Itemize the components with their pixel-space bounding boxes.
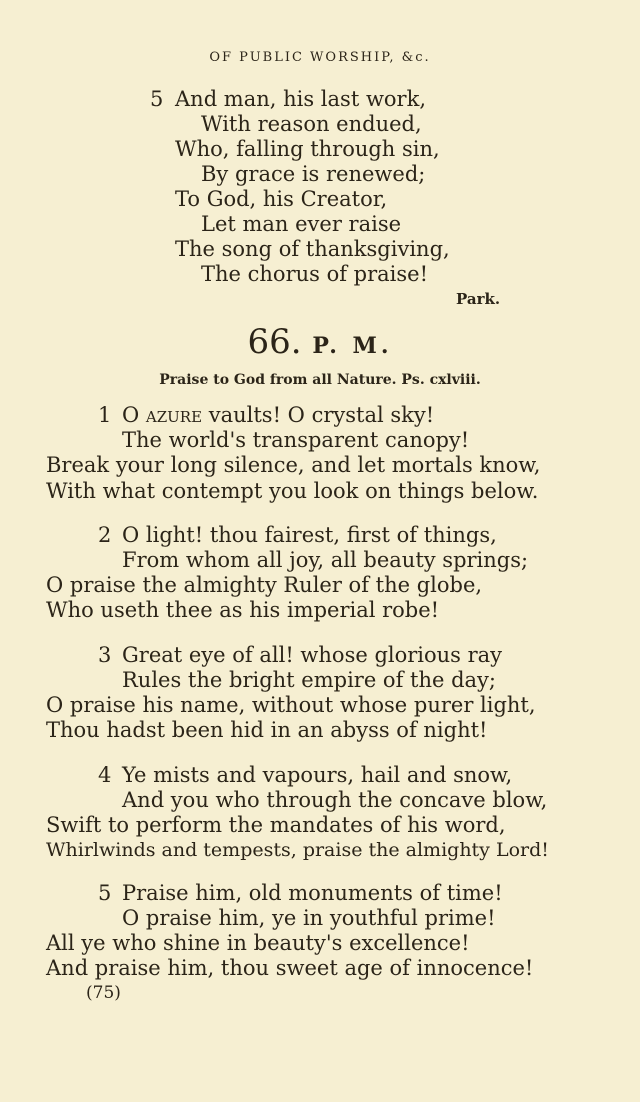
verse-line: O praise the almighty Ruler of the globe, [46, 573, 483, 597]
hymn-subtitle: Praise to God from all Nature. Ps. cxlviii. [159, 372, 481, 388]
verse-line: Great eye of all! whose glorious ray [122, 643, 503, 667]
stanza-number: 1 [98, 403, 112, 427]
verse-opening-caps: O azure [122, 403, 203, 427]
verse-line: The world's transparent canopy! [122, 428, 470, 452]
running-head: OF PUBLIC WORSHIP, &c. [209, 50, 431, 65]
verse-line: Praise him, old monuments of time! [122, 881, 503, 905]
verse-line: With what contempt you look on things below. [46, 479, 539, 503]
verse-line: Let man ever raise [201, 212, 402, 236]
page-number: (75) [86, 983, 121, 1003]
verse-line: O light! thou fairest, first of things, [122, 523, 497, 547]
verse-line: And praise him, thou sweet age of innocence! [46, 956, 534, 980]
verse-line [122, 402, 434, 428]
verse-line: And man, his last work, [175, 87, 426, 111]
verse-line: With reason endued, [201, 112, 422, 136]
verse-line: And you who through the concave blow, [122, 788, 548, 812]
attribution: Park. [456, 290, 501, 308]
verse-line: Thou hadst been hid in an abyss of night! [46, 718, 488, 742]
verse-line: The chorus of praise! [201, 262, 429, 286]
stanza-number: 4 [98, 763, 112, 787]
verse-line: Break your long silence, and let mortals know, [46, 453, 541, 477]
verse-line: Who, falling through sin, [175, 137, 440, 161]
hymn-meter: P. M. [312, 333, 393, 359]
stanza-number: 5 [150, 87, 164, 111]
verse-line: Ye mists and vapours, hail and snow, [122, 763, 513, 787]
verse-line: O praise him, ye in youthful prime! [122, 906, 496, 930]
stanza-number: 5 [98, 881, 112, 905]
verse-line: Whirlwinds and tempests, praise the almighty Lord! [46, 839, 549, 861]
verse-line: From whom all joy, all beauty springs; [122, 548, 529, 572]
stanza-number: 2 [98, 523, 112, 547]
verse-line: The song of thanksgiving, [175, 237, 450, 261]
verse-line: Rules the bright empire of the day; [122, 668, 496, 692]
verse-line-rest: vaults! O crystal sky! [202, 403, 435, 427]
verse-line: Who useth thee as his imperial robe! [46, 598, 440, 622]
verse-line: All ye who shine in beauty's excellence! [46, 931, 470, 955]
stanza-number: 3 [98, 643, 112, 667]
verse-line: Swift to perform the mandates of his word, [46, 813, 506, 837]
hymn-number: 66. [247, 322, 302, 362]
verse-line: O praise his name, without whose purer light, [46, 693, 536, 717]
verse-line: By grace is renewed; [201, 162, 426, 186]
hymn-heading [0, 322, 640, 366]
verse-line: To God, his Creator, [175, 187, 388, 211]
